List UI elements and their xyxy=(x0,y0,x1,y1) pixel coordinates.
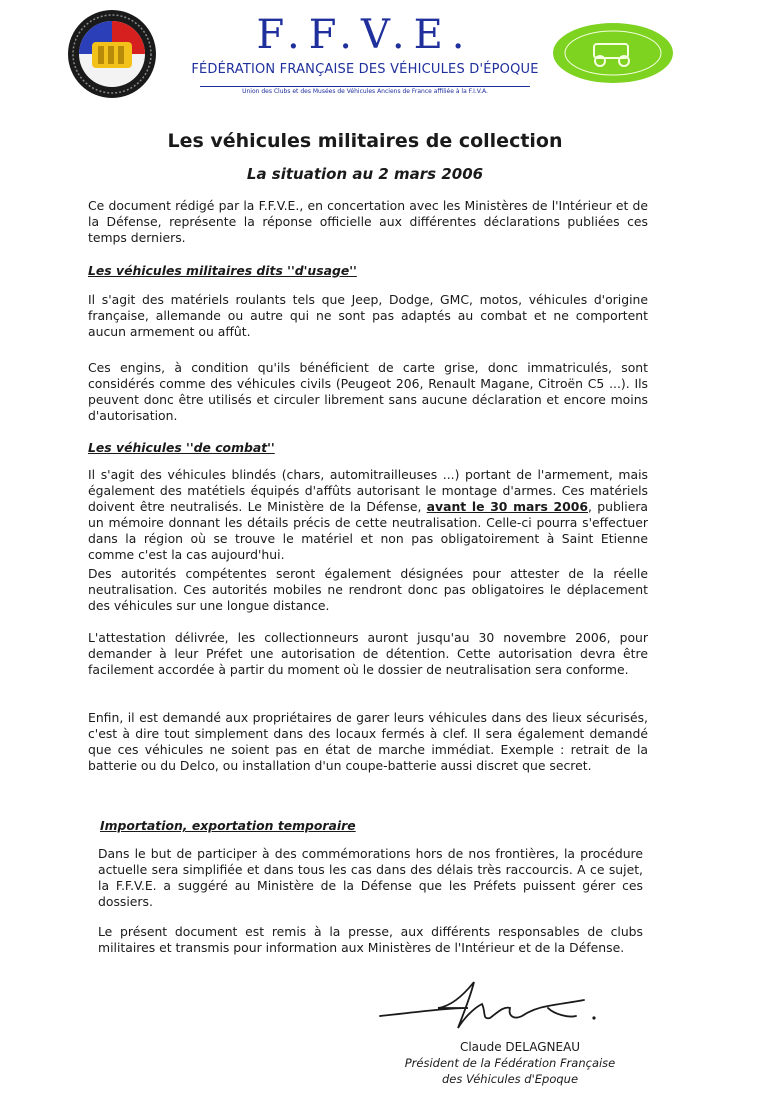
combat-text-b: , publiera un mémoire donnant les détails précis de cette neutralisation. Celle-ci pourra s'effectuer dans la région où se trouve le matériel et non pas obligatoirement à Saint Etienne comme c'est la cas aujourd'hui. xyxy=(88,499,649,562)
usage-paragraph-1: Il s'agit des matériels roulants tels que Jeep, Dodge, GMC, motos, véhicules d'origine française, allemande ou autre qui ne sont pas adaptés au combat et ne comportent aucun armement ou affût. xyxy=(88,292,648,339)
closing-paragraph: Le présent document est remis à la presse, aux différents responsables de clubs militaires et transmis pour information aux Ministères de l'Intérieur et de la Défense. xyxy=(98,924,643,955)
document-title: Les véhicules militaires de collection xyxy=(167,130,563,152)
handwritten-signature xyxy=(378,978,608,1038)
signer-title xyxy=(380,1055,640,1087)
section-heading-combat: Les véhicules ''de combat'' xyxy=(88,440,275,455)
usage-paragraph-2: Ces engins, à condition qu'ils bénéficient de carte grise, donc immatriculés, sont considérés comme des véhicules civils (Peugeot 206, Renault Magane, Citroën C5 ...). Ils peuvent donc être utilisés et circuler librement sans aucune déclaration et encore moins d'autorisation. xyxy=(88,360,648,423)
org-acronym: F.F.V.E. xyxy=(256,12,474,58)
org-subline: Union des Clubs et des Musées de Véhicules Anciens de France affiliée à la F.I.V.A. xyxy=(200,86,530,95)
signer-title-line-1: Président de la Fédération Française xyxy=(404,1056,616,1070)
combat-paragraph-4: Enfin, il est demandé aux propriétaires de garer leurs véhicules dans des lieux sécurisés, c'est à dire tout simplement dans des locaux fermés à clef. Il sera également demandé que ces véhicules ne soient pas en état de marche immédiat. Exemple : retrait de la batterie ou du Delco, ou installation d'un coupe-batterie aussi discret que secret. xyxy=(88,710,648,773)
import-paragraph: Dans le but de participer à des commémorations hors de nos frontières, la procédure actuelle sera simplifiée et dans tous les cas dans des délais très raccourcis. A ce sujet, la F.F.V.E. a suggéré au Ministère de la Défense que les Préfets puissent gérer ces dossiers. xyxy=(98,846,643,909)
section-heading-import: Importation, exportation temporaire xyxy=(100,818,356,833)
document-subtitle: La situation au 2 mars 2006 xyxy=(246,165,484,183)
fiva-green-logo xyxy=(552,22,674,84)
combat-text-a: Il s'agit des véhicules blindés (chars, automitrailleuses ...) portant de l'armement, mais également des matétiels équipés d'affûts autorisant le montage d'armes. Ces matériels doivent être neutralisés. Le Ministère de la Défense, xyxy=(88,467,648,514)
intro-paragraph: Ce document rédigé par la F.F.V.E., en concertation avec les Ministères de l'Intérieur et de la Défense, représente la réponse officielle aux différentes déclarations publiées ces temps derniers. xyxy=(88,198,648,245)
signer-name: Claude DELAGNEAU xyxy=(459,1040,581,1054)
org-name: FÉDÉRATION FRANÇAISE DES VÉHICULES D'ÉPOQUE xyxy=(191,62,539,77)
combat-deadline-emphasis: avant le 30 mars 2006 xyxy=(426,499,588,514)
section-heading-usage: Les véhicules militaires dits ''d'usage'' xyxy=(88,263,357,278)
combat-paragraph-3: L'attestation délivrée, les collectionneurs auront jusqu'au 30 novembre 2006, pour demander à leur Préfet une autorisation de détention. Cette autorisation devra être facilement accordée à partir du moment où le dossier de neutralisation sera conforme. xyxy=(88,630,648,677)
combat-paragraph-2: Des autorités compétentes seront également désignées pour attester de la réelle neutralisation. Ces autorités mobiles ne rendront donc pas obligatoires le déplacement des véhicules sur une longue distance. xyxy=(88,566,648,613)
combat-paragraph-1 xyxy=(88,467,648,563)
ffve-seal-logo xyxy=(62,8,162,100)
signer-title-line-2: des Véhicules d'Epoque xyxy=(441,1072,579,1086)
